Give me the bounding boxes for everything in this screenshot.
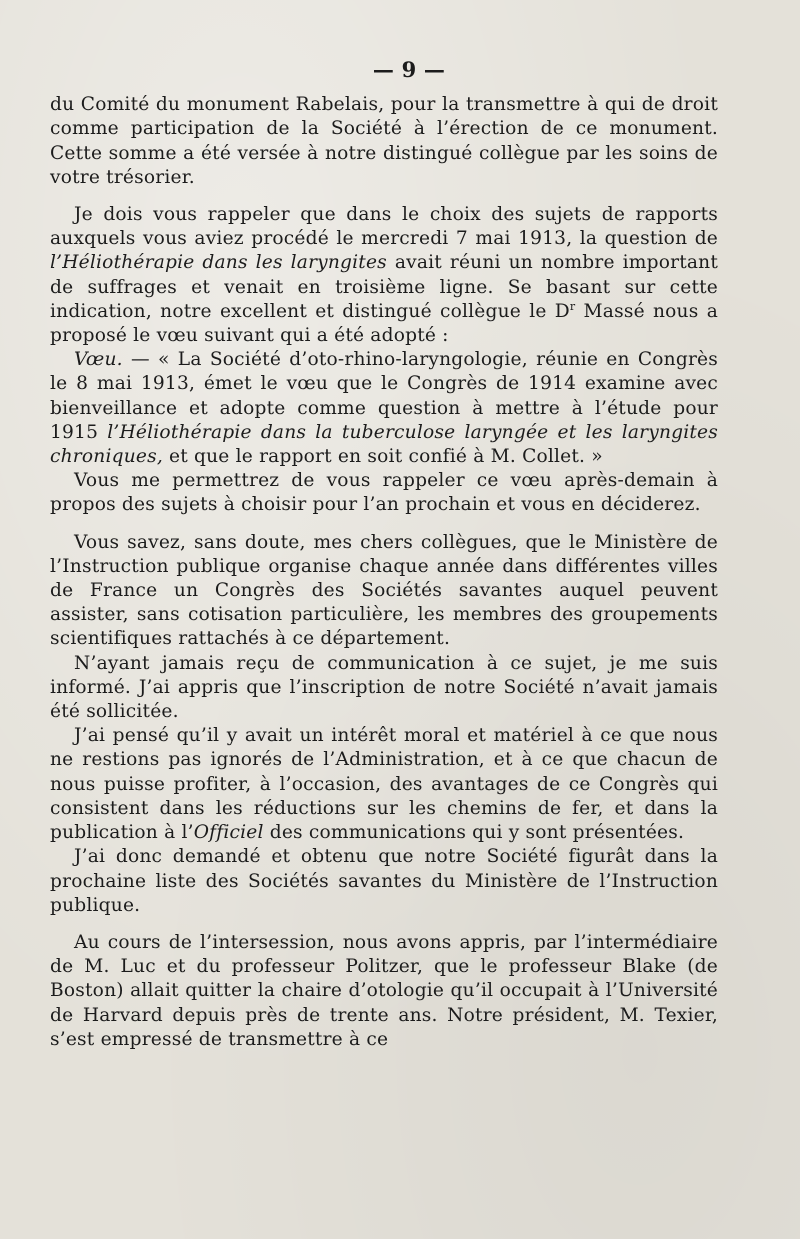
- italic-title: l’Héliothérapie dans les laryngites: [50, 252, 387, 274]
- italic-officiel: Officiel: [193, 822, 264, 844]
- text-segment: Massé nous a proposé le vœu suivant qui a été adopté :: [50, 300, 718, 347]
- paragraph-informe: N’ayant jamais reçu de communication à ce sujet, je me suis informé. J’ai appris que l’inscription de notre Société n’avait jamais été sollicitée.: [50, 652, 718, 723]
- paragraph-ministere: Vous savez, sans doute, mes chers collègues, que le Ministère de l’Instruction publique organise chaque année dans différentes villes de France un Congrès des Sociétés savantes auquel peuvent assister, sans cotisation particulière, les membres des groupements scientifiques rattachés à ce département.: [50, 531, 718, 650]
- text-segment: et que le rapport en soit confié à M. Collet. »: [162, 446, 603, 468]
- text-segment: Je dois vous rappeler que dans le choix des sujets de rapports auxquels vous aviez procédé le mercredi 7 mai 1913, la question de: [50, 204, 718, 250]
- paragraph-rabelais: du Comité du monument Rabelais, pour la transmettre à qui de droit comme participation de la Société à l’érection de ce monument. Cette somme a été versée à notre distingué collègue par les soins de votre trésorier.: [50, 94, 718, 188]
- page-content: [50, 58, 718, 1052]
- text-segment: avait réuni un nombre important de suffrages et venait en troisième ligne. Se basant sur cette indication, notre excellent et distingué collègue le D: [50, 252, 719, 322]
- text-segment: — « La Société d’oto-rhino-laryngologie, réunie en Congrès le 8 mai 1913, émet le vœu que le Congrès de 1914 examine avec bienveillance et adopte comme question à mettre à l’étude pour 1915: [50, 349, 718, 443]
- text-segment: des communications qui y sont présentées.: [263, 822, 685, 844]
- paragraph-voeu: [50, 348, 718, 469]
- paragraph-demande: J’ai donc demandé et obtenu que notre Société figurât dans la prochaine liste des Sociétés savantes du Ministère de l’Instruction publique.: [50, 846, 718, 916]
- text-segment: J’ai pensé qu’il y avait un intérêt moral et matériel à ce que nous ne restions pas ignorés de l’Administration, et à ce que chacun de nous puisse profiter, à l’occasion, des avantages de ce Congrès qui consistent dans les réductions sur les chemins de fer, et dans la publication à l’: [50, 725, 718, 844]
- paragraph-interet: [50, 724, 718, 845]
- page-number: — 9 —: [372, 57, 446, 82]
- italic-title: l’Héliothérapie dans la tuberculose laryngée et les laryngites chroniques,: [50, 421, 718, 468]
- superscript-r: r: [569, 299, 576, 313]
- paragraph-permettrez: Vous me permettrez de vous rappeler ce vœu après-demain à propos des sujets à choisir pour l’an prochain et vous en déciderez.: [50, 470, 718, 516]
- paragraph-intersession: Au cours de l’intersession, nous avons appris, par l’intermédiaire de M. Luc et du professeur Politzer, que le professeur Blake (de Boston) allait quitter la chaire d’otologie qu’il occupait à l’Université de Harvard depuis près de trente ans. Notre président, M. Texier, s’est empressé de transmettre à ce: [50, 931, 718, 1050]
- paragraph-rappel-rapports: [50, 203, 718, 348]
- voeu-label: Vœu.: [74, 349, 123, 371]
